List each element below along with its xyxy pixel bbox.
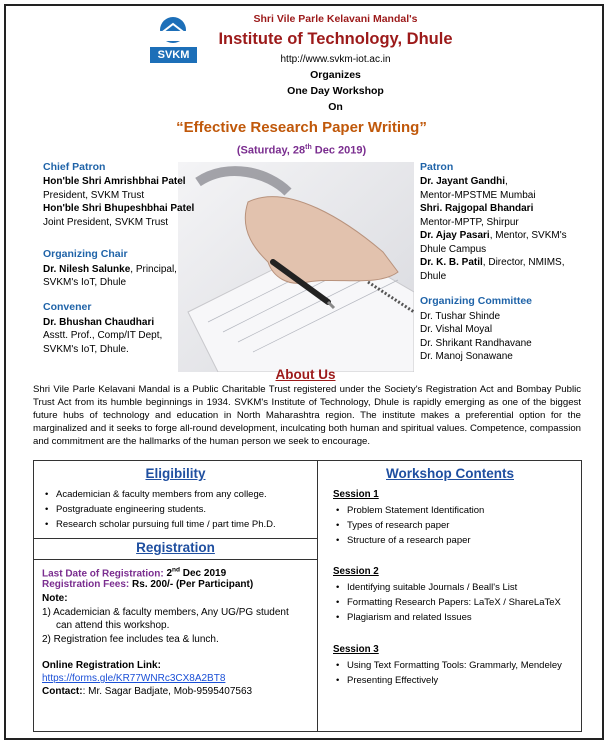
session-item: • Using Text Formatting Tools: Grammarly, Mendeley <box>347 658 597 673</box>
workshop-contents-title: Workshop Contents <box>386 466 514 481</box>
session-item: • Structure of a research paper <box>347 533 597 548</box>
website-url: http://www.svkm-iot.ac.in <box>280 54 391 65</box>
session-item: • Formatting Research Papers: LaTeX / ShareLaTeX <box>347 595 597 610</box>
online-link-label: Online Registration Link: <box>42 660 161 671</box>
patron-3-line-2: Dhule Campus <box>420 244 487 255</box>
on-text: On <box>328 101 343 113</box>
registration-divider <box>33 559 318 560</box>
eligibility-title: Eligibility <box>145 466 206 481</box>
event-type: One Day Workshop <box>287 85 384 97</box>
note-2: 2) Registration fee includes tea & lunch. <box>42 634 219 645</box>
session-item: • Presenting Effectively <box>347 673 597 688</box>
committee-title: Organizing Committee <box>420 295 533 307</box>
convener-role-1: Asstt. Prof., Comp/IT Dept, <box>43 330 163 341</box>
convener-role-2: SVKM's IoT, Dhule. <box>43 344 129 355</box>
eligibility-item: • Postgraduate engineering students. <box>56 502 331 517</box>
convener-title: Convener <box>43 301 92 313</box>
session-2-list <box>331 580 597 625</box>
chief-patron-name-1: Hon'ble Shri Amrishbhai Patel <box>43 176 186 187</box>
workshop-title: “Effective Research Paper Writing” <box>176 119 427 136</box>
patron-4-line-1: Dr. K. B. Patil, Director, NMIMS, <box>420 257 565 268</box>
session-item: • Types of research paper <box>347 518 597 533</box>
committee-member: Dr. Shrikant Randhavane <box>420 338 532 349</box>
committee-member: Dr. Manoj Sonawane <box>420 351 513 362</box>
organizes-text: Organizes <box>310 69 361 81</box>
about-text: Shri Vile Parle Kelavani Mandal is a Public Charitable Trust registered under the Society's Registration Act and Bombay Public Trust Act from its humble beginnings in 1934. SVKM's Institute of Technology, Dhule is rapidly emerging as one of the biggest future hubs of technology and education in North Maharashtra region. The institute makes a preferential option for the marginalized and it seeks to forge all-round development, inculcating both human and spiritual values. Competence, compassion and commitment are the hallmarks of the human person we seek to encourage. <box>33 384 581 447</box>
eligibility-item: • Research scholar pursuing full time / part time Ph.D. <box>56 517 331 532</box>
registration-title: Registration <box>136 540 215 555</box>
patron-2-name: Shri. Rajgopal Bhandari <box>420 203 534 214</box>
organizing-chair-title: Organizing Chair <box>43 248 128 260</box>
registration-link[interactable]: https://forms.gle/KR77WNRc3CX8A2BT8 <box>42 673 226 684</box>
org-name: Shri Vile Parle Kelavani Mandal's <box>253 13 418 25</box>
patron-2-role: Mentor-MPTP, Shirpur <box>420 217 519 228</box>
session-3-title: Session 3 <box>333 644 379 655</box>
organizing-chair-line-1: Dr. Nilesh Salunke, Principal, <box>43 264 177 275</box>
organizing-chair-line-2: SVKM's IoT, Dhule <box>43 277 127 288</box>
patron-1-name: Dr. Jayant Gandhi, <box>420 176 508 187</box>
registration-fees: Registration Fees: Rs. 200/- (Per Participant) <box>42 579 254 590</box>
convener-name: Dr. Bhushan Chaudhari <box>43 317 155 328</box>
note-1-line-1: 1) Academician & faculty members, Any UG/PG student <box>42 607 289 618</box>
patron-4-line-2: Dhule <box>420 271 447 282</box>
session-item: • Plagiarism and related Issues <box>347 610 597 625</box>
about-title: About Us <box>275 367 336 382</box>
workshop-date: (Saturday, 28th Dec 2019) <box>236 144 367 157</box>
note-label: Note: <box>42 593 68 604</box>
session-item: • Identifying suitable Journals / Beall's List <box>347 580 597 595</box>
patron-3-line-1: Dr. Ajay Pasari, Mentor, SVKM's <box>420 230 567 241</box>
session-1-title: Session 1 <box>333 489 379 500</box>
session-1-list <box>331 503 597 548</box>
contact-line: Contact:: Mr. Sagar Badjate, Mob-9595407563 <box>42 686 253 697</box>
last-date: Last Date of Registration: 2nd Dec 2019 <box>42 567 227 580</box>
patron-title: Patron <box>420 161 454 173</box>
institute-name: Institute of Technology, Dhule <box>218 30 453 48</box>
writing-hand-photo <box>178 162 414 372</box>
session-item: • Problem Statement Identification <box>347 503 597 518</box>
eligibility-list <box>40 487 331 532</box>
note-1-line-2: can attend this workshop. <box>56 620 170 631</box>
chief-patron-title: Chief Patron <box>43 161 106 173</box>
patron-1-role: Mentor-MPSTME Mumbai <box>420 190 536 201</box>
session-3-list <box>331 658 597 688</box>
chief-patron-name-2: Hon'ble Shri Bhupeshbhai Patel <box>43 203 195 214</box>
logo-text: SVKM <box>157 49 190 61</box>
eligibility-divider <box>33 538 318 539</box>
committee-member: Dr. Vishal Moyal <box>420 324 493 335</box>
chief-patron-role-2: Joint President, SVKM Trust <box>43 217 169 228</box>
committee-member: Dr. Tushar Shinde <box>420 311 501 322</box>
chief-patron-role-1: President, SVKM Trust <box>43 190 145 201</box>
eligibility-item: • Academician & faculty members from any college. <box>56 487 331 502</box>
session-2-title: Session 2 <box>333 566 379 577</box>
